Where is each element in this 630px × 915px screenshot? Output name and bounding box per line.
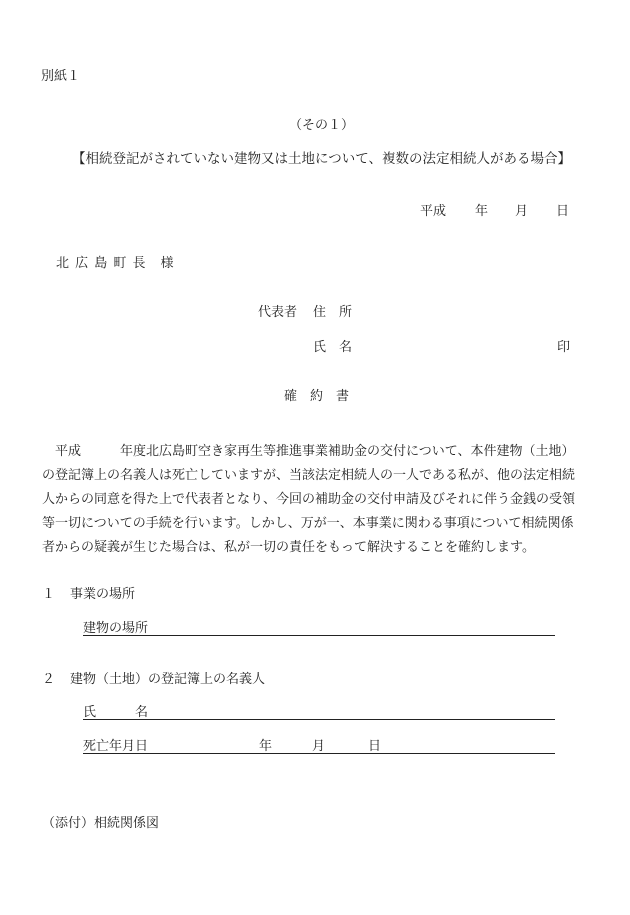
attachment-note: （添付）相続関係図 xyxy=(42,816,160,831)
death-date-line xyxy=(83,753,555,754)
name-label: 氏 名 xyxy=(313,340,353,355)
body-line: 平成 年度北広島町空き家再生等推進事業補助金の交付について、本件建物（土地） xyxy=(42,444,575,459)
owner-name-label: 氏 名 xyxy=(83,705,149,720)
addressee: 北 広 島 町 長 様 xyxy=(56,256,175,271)
part-number: （その１） xyxy=(289,118,355,133)
death-year: 年 xyxy=(259,739,273,754)
date-era: 平成 xyxy=(420,204,447,219)
death-day: 日 xyxy=(368,739,382,754)
owner-name-line xyxy=(83,719,555,720)
body-line: 等一切についての手続を行います。しかし、万が一、本事業に関わる事項について相続関係 xyxy=(42,516,574,531)
seal-mark: 印 xyxy=(557,340,571,355)
body-line: の登記簿上の名義人は死亡していますが、当該法定相続人の一人である私が、他の法定相続 xyxy=(42,468,576,483)
body-line: 人からの同意を得た上で代表者となり、今回の補助金の交付申請及びそれに伴う金銭の受領 xyxy=(42,492,576,507)
section-2-number: ２ xyxy=(42,672,56,687)
address-label: 住 所 xyxy=(313,305,353,320)
date-year: 年 xyxy=(475,204,489,219)
attachment-number: 別紙１ xyxy=(41,69,81,84)
representative-label: 代表者 xyxy=(258,305,298,320)
date-day: 日 xyxy=(556,204,570,219)
section-1-heading: 事業の場所 xyxy=(70,587,136,602)
death-date-label: 死亡年月日 xyxy=(83,739,149,754)
body-line: 者からの疑義が生じた場合は、私が一切の責任をもって解決することを確約します。 xyxy=(42,540,535,555)
document-title: 確 約 書 xyxy=(284,389,350,404)
date-month: 月 xyxy=(515,204,529,219)
section-1-number: １ xyxy=(42,587,56,602)
building-location-line xyxy=(83,635,555,636)
death-month: 月 xyxy=(312,739,326,754)
document-subtitle: 【相続登記がされていない建物又は土地について、複数の法定相続人がある場合】 xyxy=(72,151,571,167)
section-2-heading: 建物（土地）の登記簿上の名義人 xyxy=(70,672,266,687)
building-location-label: 建物の場所 xyxy=(83,621,149,636)
body-paragraph xyxy=(42,440,602,560)
